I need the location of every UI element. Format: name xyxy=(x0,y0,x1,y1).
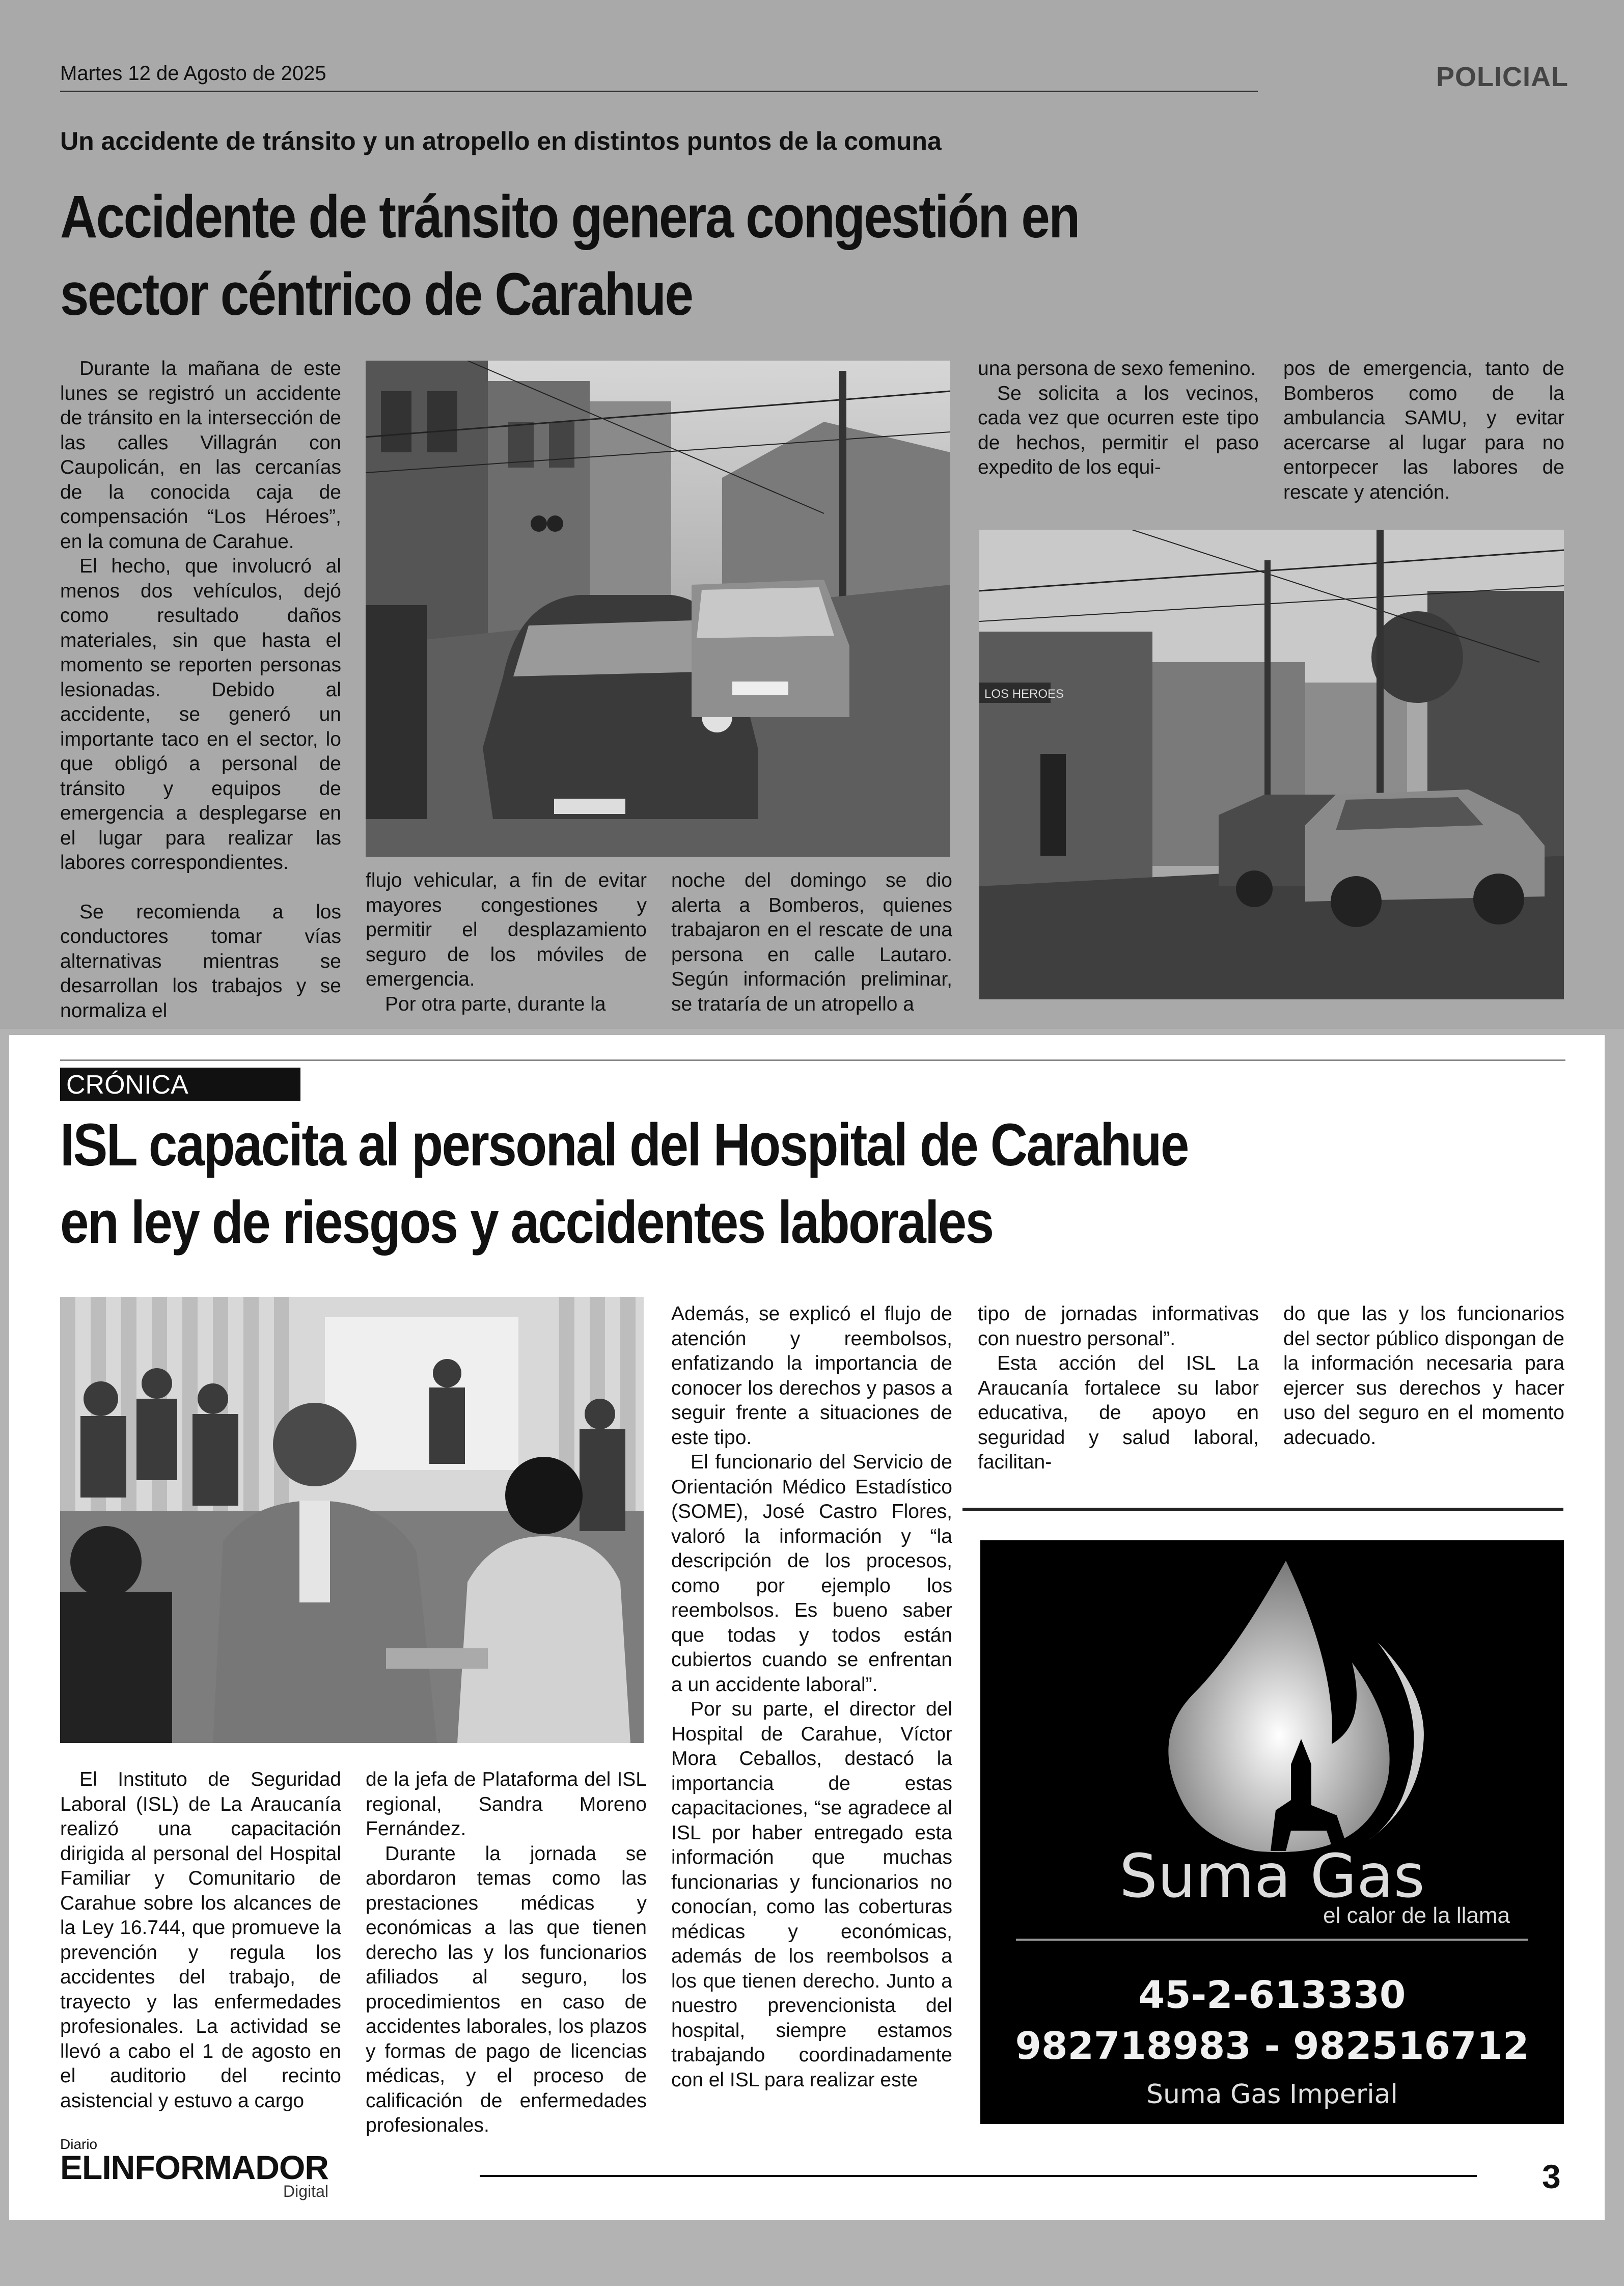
article1-headline-line2: sector céntrico de Carahue xyxy=(60,261,693,328)
article1-paragraph: Se recomienda a los conductores tomar vías alternativas mientras se desarrollan los trabajos y se normaliza el xyxy=(60,901,341,1022)
section-label: POLICIAL xyxy=(1436,62,1568,92)
newspaper-logo xyxy=(60,2137,328,2199)
training-photo xyxy=(60,1297,644,1743)
accident-photo-2 xyxy=(979,530,1564,999)
logo-wordmark xyxy=(60,2148,328,2186)
article2-paragraph: tipo de jornadas informativas con nuestro personal”. xyxy=(978,1303,1259,1350)
page-number: 3 xyxy=(1542,2158,1561,2195)
article1-paragraph: una persona de sexo femenino. xyxy=(978,358,1256,379)
article2-paragraph: El funcionario del Servicio de Orientación Médico Estadístico (SOME), José Castro Flores, valoró la información y “la descripción de los procesos, como por ejemplo los reembolsos. Es bueno saber que todas y todos están cubiertos cuando se enfrentan a un accidente laboral”. xyxy=(671,1451,952,1696)
article2-paragraph: do que las y los funcionarios del sector público dispongan de la información necesaria para ejercer sus derechos y hacer uso del seguro en el momento adecuado. xyxy=(1283,1303,1564,1449)
training-photo-image xyxy=(60,1297,644,1743)
ad-phone-landline[interactable]: 45-2-613330 xyxy=(1138,1973,1406,2017)
article1-paragraph: Por otra parte, durante la xyxy=(385,993,606,1015)
article2-headline-line2: en ley de riesgos y accidentes laborales xyxy=(60,1189,993,1256)
article2-headline xyxy=(60,1106,1221,1261)
article2-column-5 xyxy=(1283,1302,1564,1450)
accident-photo-1 xyxy=(366,361,950,857)
article2-column-2 xyxy=(366,1767,647,2138)
ad-brand-name: Suma Gas xyxy=(1119,1841,1425,1911)
article1-column-2 xyxy=(366,868,647,1017)
logo-informador: INFORMADOR xyxy=(102,2148,328,2186)
article1-headline xyxy=(60,178,1221,333)
article2-paragraph: Durante la jornada se abordaron temas como las prestaciones médicas y económicas a las que tienen derecho las y los funcionarios afiliados al seguro, los procedimientos en caso de accidentes laborales, los plazos y formas de pago de licencias médicas, y el proceso de calificación de enfermedades profesionales. xyxy=(366,1842,647,2136)
article2-paragraph: de la jefa de Plataforma del ISL regional, Sandra Moreno Fernández. xyxy=(366,1768,647,1840)
ad-location: Suma Gas Imperial xyxy=(1146,2079,1398,2110)
article2-paragraph: Esta acción del ISL La Araucanía fortalece su labor educativa, de apoyo en seguridad y salud laboral, facilitan- xyxy=(978,1352,1259,1473)
article1-paragraph: noche del domingo se dio alerta a Bomberos, quienes trabajaron en el rescate de una persona en calle Lautaro. Según información preliminar, se trataría de un atropello a xyxy=(671,869,952,1015)
article1-paragraph: pos de emergencia, tanto de Bomberos como de la ambulancia SAMU, y evitar acercarse al lugar para no entorpecer las labores de rescate y atención. xyxy=(1283,358,1564,503)
article1-kicker: Un accidente de tránsito y un atropello en distintos puntos de la comuna xyxy=(60,127,942,155)
section-separator xyxy=(60,1059,1565,1061)
article2-column-4 xyxy=(978,1302,1259,1475)
article1-paragraph: Se solicita a los vecinos, cada vez que ocurren este tipo de hechos, permitir el paso expedito de los equi- xyxy=(978,382,1259,478)
logo-el: EL xyxy=(60,2148,102,2186)
article2-paragraph: Por su parte, el director del Hospital de Carahue, Víctor Mora Ceballos, destacó la importancia de estas capacitaciones, “se agradece al ISL por haber entregado esta información que muchas funcionarias y funcionarios no conocían, como las coberturas médicas y económicas, además de los reembolsos a los que tienen derecho. Junto a nuestro prevencionista del hospital, siempre estamos trabajando coordinadamente con el ISL para realizar este xyxy=(671,1698,952,2091)
footer-rule xyxy=(480,2175,1477,2177)
ad-tagline: el calor de la llama xyxy=(1323,1903,1510,1928)
ad-phone-mobile[interactable]: 982718983 - 982516712 xyxy=(1015,2024,1529,2068)
article1-column-4 xyxy=(978,357,1259,480)
suma-gas-advertisement[interactable] xyxy=(980,1540,1564,2124)
article1-column-3 xyxy=(671,868,952,1017)
logo-digital: Digital xyxy=(283,2182,328,2200)
article2-column-3 xyxy=(671,1302,952,2092)
article1-paragraph: flujo vehicular, a fin de evitar mayores congestiones y permitir el desplazamiento seguro de los móviles de emergencia. xyxy=(366,869,647,990)
article1-paragraph: El hecho, que involucró al menos dos vehículos, dejó como resultado daños materiales, sin que hasta el momento se reporten personas lesionadas. Debido al accidente, se generó un importante taco en el sector, lo que obligó a personal de tránsito y equipos de emergencia a desplegarse en el lugar para realizar las labores correspondientes. xyxy=(60,555,341,874)
article2-column-1 xyxy=(60,1767,341,2113)
accident-photo-1-image xyxy=(366,361,950,857)
article2-headline-line1: ISL capacita al personal del Hospital de Carahue xyxy=(60,1111,1188,1179)
header-rule xyxy=(60,91,1258,92)
ad-top-rule xyxy=(962,1508,1563,1511)
article1-column-5 xyxy=(1283,357,1564,505)
photo2-storefront-sign: LOS HEROES xyxy=(984,687,1064,701)
article1-column-1 xyxy=(60,357,341,1023)
logo-diario: Diario xyxy=(60,2136,98,2152)
article1-paragraph: Durante la mañana de este lunes se registró un accidente de tránsito en la intersección de las calles Villagrán con Caupolicán, en las cercanías de la conocida caja de compensación “Los Héroes”, en la comuna de Carahue. xyxy=(60,358,341,553)
ad-divider xyxy=(1016,1939,1528,1941)
category-label: CRÓNICA xyxy=(66,1070,188,1100)
issue-date: Martes 12 de Agosto de 2025 xyxy=(60,62,326,85)
accident-photo-2-image xyxy=(979,530,1564,999)
article2-paragraph: Además, se explicó el flujo de atención y reembolsos, enfatizando la importancia de conocer los derechos y pasos a seguir frente a situaciones de este tipo. xyxy=(671,1303,952,1449)
article1-headline-line1: Accidente de tránsito genera congestión en xyxy=(60,183,1079,251)
article2-paragraph: El Instituto de Seguridad Laboral (ISL) de La Araucanía realizó una capacitación dirigida al personal del Hospital Familiar y Comunitario de Carahue sobre los alcances de la Ley 16.744, que promueve la prevención y regula los accidentes del trabajo, de trayecto y las enfermedades profesionales. La actividad se llevó a cabo el 1 de agosto en el auditorio del recinto asistencial y estuvo a cargo xyxy=(60,1768,341,2112)
